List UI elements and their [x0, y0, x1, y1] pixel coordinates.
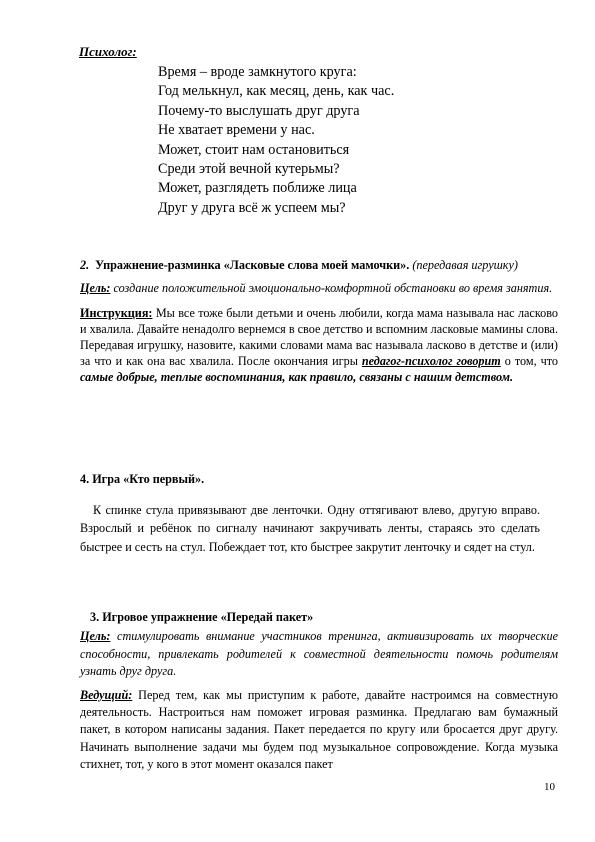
section-4-text: К спинке стула привязывают две ленточки. Одну оттягивают влево, другую вправо. Взрослый и ребёнок по сигналу начинают закручивать ленты, стараясь это сделать быстрее и сесть на стул. Побеждает тот, кто быстрее закрутит ленточку и сядет на стул. [80, 502, 540, 554]
section-3-goal-text: стимулировать внимание участников тренинга, активизировать их творческие способности, привлекать родителей к совместной деятельности помочь родителям узнать друг друга. [80, 629, 559, 679]
psychologist-label [79, 44, 137, 60]
poem-line: Может, стоит нам остановиться [158, 141, 350, 158]
section-3 [80, 609, 558, 774]
section-2-number: 2. [80, 258, 90, 272]
section-2-goal [80, 280, 558, 296]
poem-line: Время – вроде замкнутого круга: [158, 64, 357, 80]
section-3-lead [80, 687, 558, 774]
section-3-goal [80, 628, 558, 680]
section-2-instruction [80, 305, 558, 385]
page-number: 10 [544, 781, 555, 793]
section-2-emphasis-conclusion: самые добрые, теплые воспоминания, как правило, связаны с нашим детством. [80, 370, 514, 384]
section-3-goal-label: Цель: [80, 629, 111, 644]
section-2-instruction-mid: о том, что [504, 354, 558, 368]
poem-line: Друг у друга всё ж успеем мы? [158, 199, 346, 216]
poem-line: Не хватает времени у нас. [158, 122, 315, 139]
section-4-title: 4. Игра «Кто первый». [80, 472, 205, 486]
section-2-title-line [80, 257, 558, 273]
section-2-goal-text: создание положительной эмоционально-комфортной обстановки во время занятия. [113, 281, 553, 295]
section-2-title: Упражнение-разминка «Ласковые слова моей мамочки». [95, 258, 410, 272]
section-2-instruction-text: Мы все тоже были детьми и очень любили, когда мама называла нас ласково и хвалила. Давайте ненадолго вернемся в свое детство и вспомним ласковые мамины слова. Передавая игрушку, назовите, какими словами мама вас называла ласково в детстве и (или) за что и как она вас хвалила. После окончания игры [80, 306, 558, 368]
section-2-instruction-label: Инструкция: [80, 306, 153, 320]
section-2-goal-label: Цель: [80, 281, 111, 295]
poem-line: Может, разглядеть поближе лица [158, 180, 357, 197]
section-2-emphasis-speaker: педагог-психолог говорит [361, 354, 501, 368]
poem-line: Год мелькнул, как месяц, день, как час. [158, 83, 395, 100]
section-2-note: (передавая игрушку) [412, 258, 518, 272]
poem-line: Почему-то выслушать друг друга [158, 102, 360, 119]
section-2 [80, 257, 558, 385]
poem-line: Среди этой вечной кутерьмы? [158, 161, 340, 178]
section-3-lead-label: Ведущий: [80, 687, 133, 702]
poem [158, 63, 394, 218]
section-4 [80, 470, 540, 556]
section-3-lead-text: Перед тем, как мы приступим к работе, давайте настроимся на совместную деятельность. Настроиться нам поможет игровая разминка. Предлагаю вам бумажный пакет, в котором написаны задания. Пакет передается по кругу или бросается друг другу. Начинать выполнение задачи мы будем под музыкальное сопровождение. Когда музыка стихнет, тот, у кого в этот момент оказался пакет [80, 687, 559, 772]
psychologist-heading: Психолог: [79, 44, 137, 59]
section-3-title: 3. Игровое упражнение «Передай пакет» [90, 610, 314, 624]
